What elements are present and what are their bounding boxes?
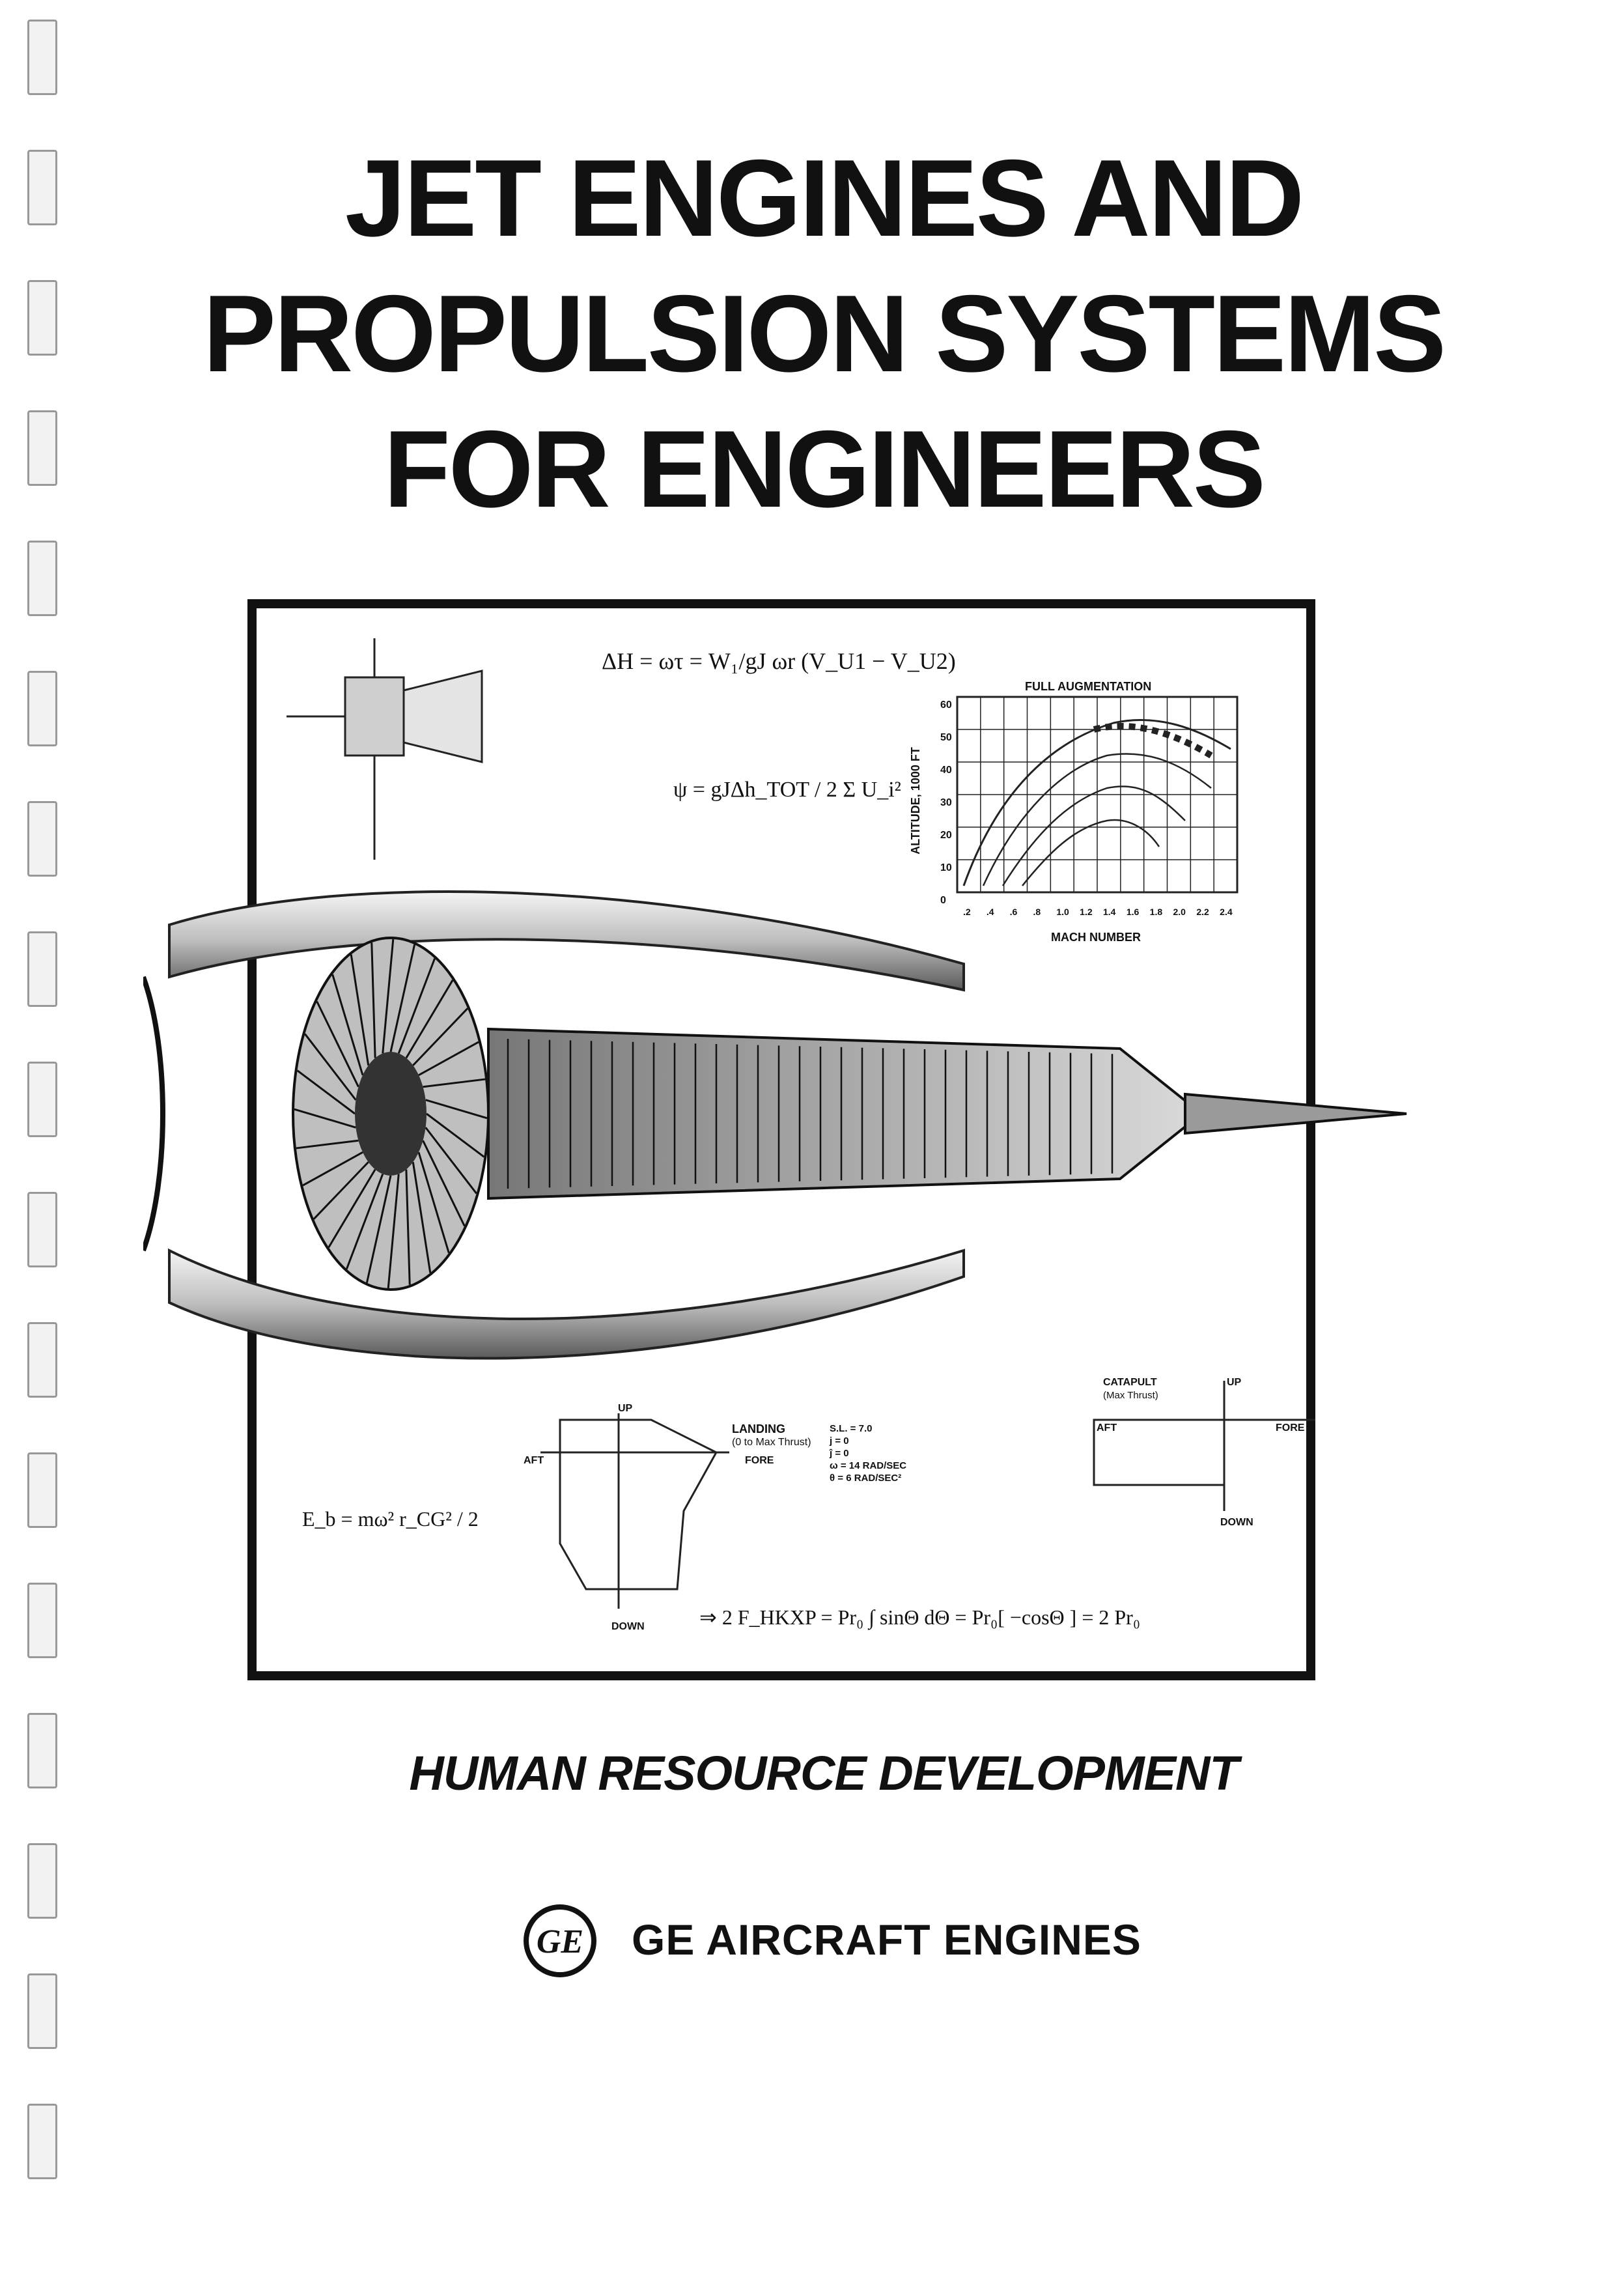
- landing-down-label: DOWN: [611, 1621, 645, 1632]
- envelope-chart: [957, 697, 1237, 892]
- catapult-chart-subtitle: (Max Thrust): [1103, 1390, 1158, 1401]
- landing-note: ω = 14 RAD/SEC: [830, 1460, 907, 1471]
- landing-chart-title: LANDING: [732, 1422, 785, 1435]
- ge-logo-icon: [521, 1902, 599, 1980]
- binding-hole: [27, 1322, 57, 1398]
- catapult-up-label: UP: [1227, 1377, 1242, 1388]
- x-tick-label: 1.4: [1103, 907, 1116, 917]
- binding-hole: [27, 280, 57, 356]
- catapult-aft-label: AFT: [1097, 1422, 1117, 1434]
- y-tick-label: 60: [940, 699, 952, 711]
- binding-hole: [27, 1452, 57, 1528]
- jet-engine-cutaway: [143, 886, 1420, 1381]
- y-tick-label: 10: [940, 862, 952, 873]
- binding-hole: [27, 1192, 57, 1267]
- landing-up-label: UP: [618, 1403, 633, 1414]
- enthalpy-formula: ΔH = ωτ = W₁/gJ ωr (V_U1 − V_U2): [602, 648, 956, 674]
- x-tick-label: .8: [1033, 907, 1041, 917]
- landing-fore-label: FORE: [745, 1455, 774, 1466]
- x-tick-label: 1.6: [1126, 907, 1140, 917]
- subtitle: HUMAN RESOURCE DEVELOPMENT: [409, 1746, 1239, 1800]
- y-tick-label: 40: [940, 765, 952, 776]
- x-tick-label: 1.2: [1080, 907, 1093, 917]
- x-tick-label: .2: [963, 907, 971, 917]
- binding-hole: [27, 1973, 57, 2049]
- envelope-chart-title: FULL AUGMENTATION: [1025, 680, 1152, 693]
- y-tick-label: 20: [940, 830, 952, 841]
- y-tick-label: 0: [940, 895, 946, 906]
- catapult-fore-label: FORE: [1276, 1422, 1305, 1434]
- x-tick-label: .4: [986, 907, 994, 917]
- landing-note: S.L. = 7.0: [830, 1423, 873, 1434]
- landing-notes: [830, 1422, 906, 1484]
- title-line-3: FOR ENGINEERS: [384, 408, 1264, 530]
- x-tick-label: 1.8: [1149, 907, 1163, 917]
- binding-hole: [27, 150, 57, 225]
- landing-chart-subtitle: (0 to Max Thrust): [732, 1437, 811, 1448]
- binding-hole: [27, 931, 57, 1007]
- x-tick-label: 1.0: [1056, 907, 1069, 917]
- envelope-chart-ylabel: ALTITUDE, 1000 FT: [908, 747, 922, 854]
- force-formula: ⇒ 2 F_HKXP = Pr₀ ∫ sinΘ dΘ = Pr₀[ −cosΘ ] = 2 Pr₀: [699, 1605, 1140, 1629]
- binding-holes: [20, 20, 72, 2234]
- landing-note: j = 0: [830, 1435, 849, 1447]
- envelope-chart-xlabel: MACH NUMBER: [1051, 931, 1141, 944]
- binding-hole: [27, 801, 57, 877]
- x-tick-label: 2.0: [1173, 907, 1186, 917]
- binding-hole: [27, 1713, 57, 1788]
- landing-note: ĵ = 0: [830, 1448, 849, 1459]
- binding-hole: [27, 1843, 57, 1919]
- landing-chart: [540, 1413, 729, 1609]
- page-title: [130, 130, 1517, 537]
- y-tick-label: 30: [940, 797, 952, 808]
- svg-text:GE: GE: [536, 1923, 584, 1960]
- binding-hole: [27, 1062, 57, 1137]
- binding-hole: [27, 410, 57, 486]
- x-tick-label: 2.2: [1196, 907, 1209, 917]
- catapult-chart-title: CATAPULT: [1103, 1377, 1157, 1388]
- title-line-1: JET ENGINES AND: [344, 137, 1303, 259]
- energy-formula: E_b = mω² r_CG² / 2: [302, 1507, 479, 1531]
- binding-hole: [27, 20, 57, 95]
- x-tick-label: 2.4: [1220, 907, 1233, 917]
- publisher-name: GE AIRCRAFT ENGINES: [632, 1915, 1141, 1964]
- binding-hole: [27, 671, 57, 746]
- binding-hole: [27, 2104, 57, 2179]
- y-tick-label: 50: [940, 732, 952, 743]
- catapult-down-label: DOWN: [1220, 1517, 1253, 1528]
- landing-note: θ = 6 RAD/SEC²: [830, 1473, 902, 1484]
- binding-hole: [27, 541, 57, 616]
- fan-sketch: [287, 638, 482, 860]
- binding-hole: [27, 1583, 57, 1658]
- landing-aft-label: AFT: [524, 1455, 544, 1466]
- psi-formula: ψ = gJΔh_TOT / 2 Σ U_i²: [673, 778, 901, 802]
- x-tick-label: .6: [1009, 907, 1018, 917]
- title-line-2: PROPULSION SYSTEMS: [203, 272, 1445, 395]
